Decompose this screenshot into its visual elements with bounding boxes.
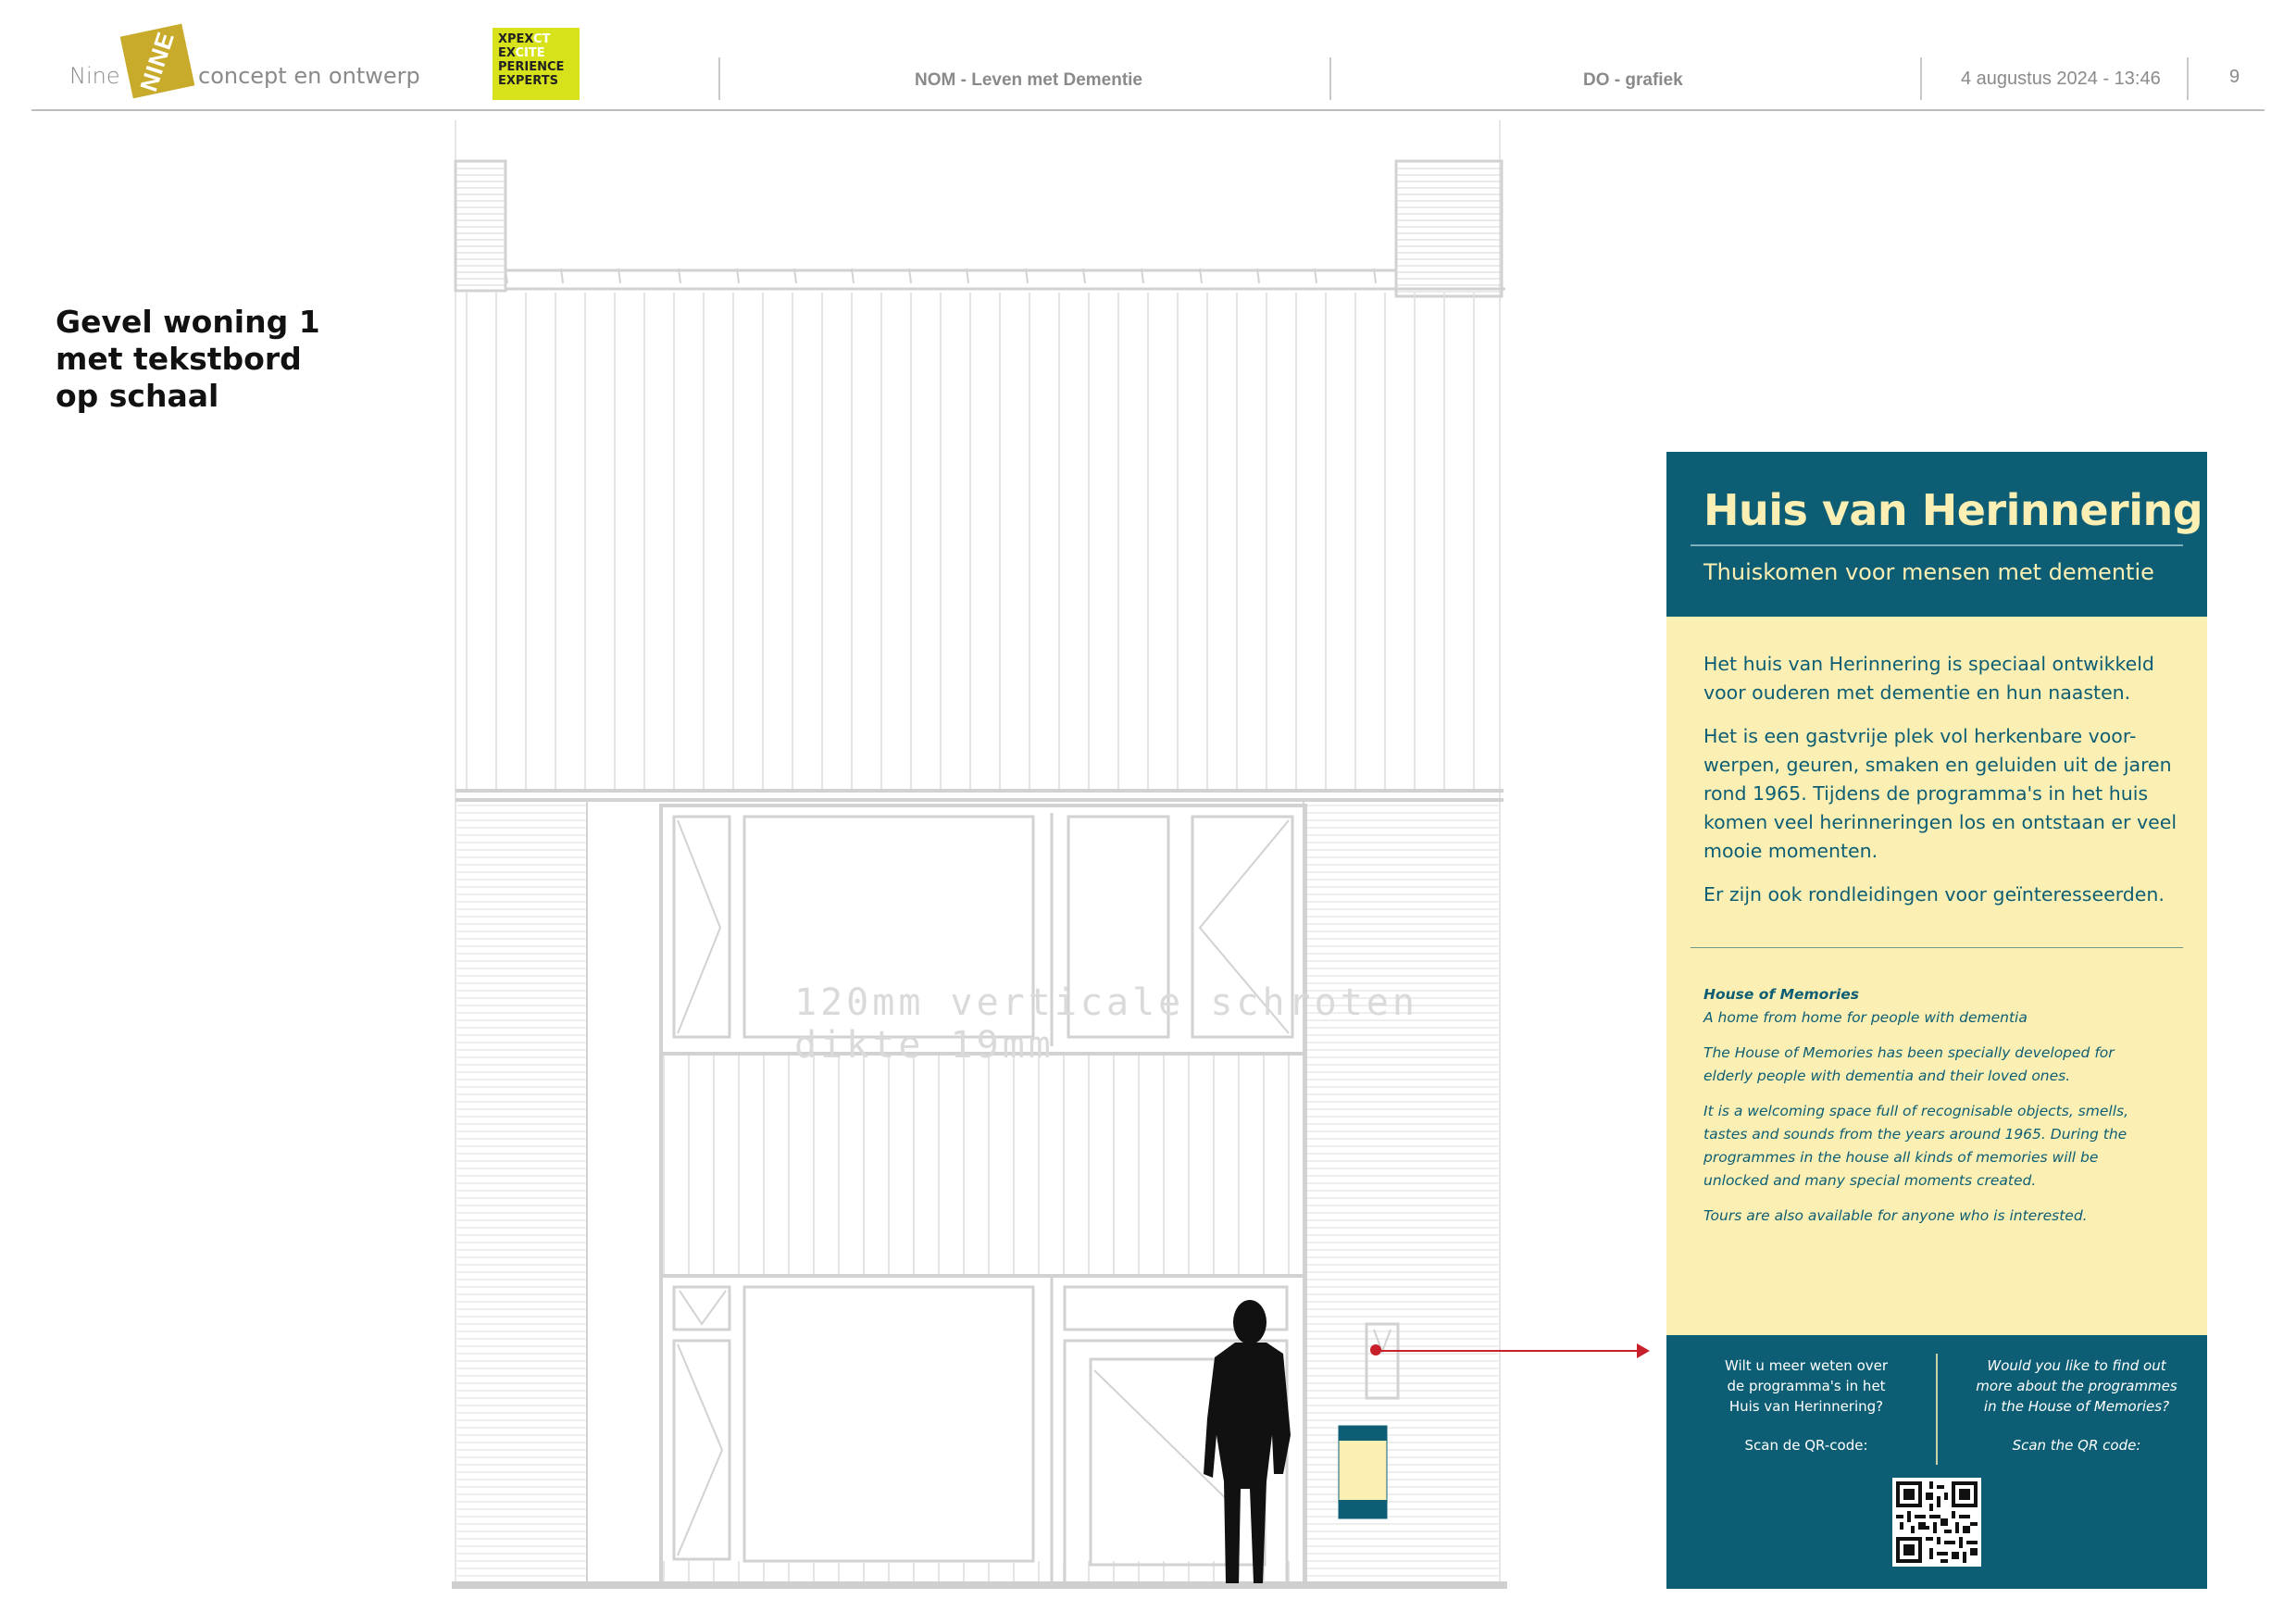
text-board-subtitle: Thuiskomen voor mensen met dementie bbox=[1703, 559, 2154, 585]
page-header bbox=[0, 0, 2296, 113]
logo-nine-text: Nine bbox=[69, 63, 120, 89]
facade-drawing bbox=[452, 120, 1516, 1602]
question-line: de programma's in het bbox=[1727, 1378, 1886, 1394]
dutch-paragraph: Het is een gastvrije plek vol herkenbare voor-werpen, geuren, smaken en geluiden uit de jaren rond 1965. Tijdens de programma's in het huis komen veel herinneringen los en ontstaan er veel mooie momenten. bbox=[1703, 725, 2177, 862]
text-board bbox=[1666, 452, 2207, 1589]
question-line: more about the programmes bbox=[1976, 1378, 2177, 1394]
caption-line: met tekstbord bbox=[56, 341, 302, 377]
facade-sign-thumbnail bbox=[1339, 1426, 1387, 1518]
english-subheading: A home from home for people with dementia bbox=[1703, 1009, 2028, 1026]
divider bbox=[1691, 544, 2183, 546]
xpex-line-3: PERIENCE bbox=[498, 60, 565, 74]
dutch-paragraph: Er zijn ook rondleidingen voor geïnteresseerden. bbox=[1703, 883, 2165, 906]
annotation-line: 120mm verticale schroten bbox=[794, 981, 1418, 1024]
divider bbox=[1691, 947, 2183, 948]
date-label: 4 augustus 2024 - 13:46 bbox=[1961, 69, 2161, 89]
person-silhouette-icon bbox=[1204, 1300, 1291, 1583]
text-board-title: Huis van Herinnering bbox=[1703, 485, 2203, 535]
dutch-question bbox=[1691, 1355, 1922, 1417]
drawing-annotation bbox=[794, 981, 1418, 1067]
header-divider bbox=[718, 57, 720, 100]
english-paragraph: Tours are also available for anyone who is interested. bbox=[1703, 1207, 2088, 1224]
xpex-logo bbox=[493, 28, 580, 100]
annotation-line: dikte 19mm bbox=[794, 1024, 1054, 1067]
page-number: 9 bbox=[2229, 67, 2240, 87]
header-divider bbox=[1329, 57, 1331, 100]
question-line: in the House of Memories? bbox=[1983, 1398, 2170, 1415]
dutch-text-block bbox=[1703, 650, 2185, 924]
nine-logo-mark-text: NINE bbox=[134, 27, 181, 94]
question-line: Would you like to find out bbox=[1987, 1357, 2166, 1374]
english-paragraph: It is a welcoming space full of recognisable objects, smells, tastes and sounds from the years around 1965. During the programmes in the house all kinds of memories will be unlocked and many special moments created. bbox=[1703, 1103, 2128, 1189]
header-rule bbox=[31, 109, 2265, 111]
xpex-line-1a: XPEX bbox=[498, 32, 533, 46]
question-line: Huis van Herinnering? bbox=[1728, 1398, 1884, 1415]
caption-line: op schaal bbox=[56, 378, 219, 414]
caption-line: Gevel woning 1 bbox=[56, 304, 320, 340]
header-divider bbox=[2187, 57, 2189, 100]
page-caption bbox=[56, 304, 320, 415]
header-divider bbox=[1920, 57, 1922, 100]
xpex-line-4: EXPERTS bbox=[498, 74, 558, 88]
divider bbox=[1936, 1354, 1938, 1465]
english-paragraph: The House of Memories has been specially developed for elderly people with dementia and their loved ones. bbox=[1703, 1044, 2115, 1084]
question-line: Wilt u meer weten over bbox=[1724, 1357, 1889, 1374]
xpex-line-2b: CITE bbox=[515, 46, 545, 60]
text-board-header bbox=[1666, 452, 2207, 617]
callout-arrow bbox=[1378, 1350, 1646, 1352]
project-title: NOM - Leven met Dementie bbox=[915, 70, 1142, 90]
logo-tagline: concept en ontwerp bbox=[198, 63, 420, 89]
scan-instruction-nl: Scan de QR-code: bbox=[1744, 1437, 1868, 1454]
text-board-footer bbox=[1666, 1335, 2207, 1589]
dutch-paragraph: Het huis van Herinnering is speciaal ontwikkeld voor ouderen met dementie en hun naasten. bbox=[1703, 653, 2154, 704]
english-text-block bbox=[1703, 983, 2139, 1240]
nine-logo-mark bbox=[120, 24, 195, 99]
xpex-line-1b: CT bbox=[533, 32, 551, 46]
phase-label: DO - grafiek bbox=[1583, 70, 1683, 90]
scan-instruction-en: Scan the QR code: bbox=[2012, 1437, 2141, 1454]
english-question bbox=[1961, 1355, 2192, 1417]
english-heading: House of Memories bbox=[1703, 986, 1860, 1003]
xpex-line-2a: EX bbox=[498, 46, 516, 60]
qr-code-icon[interactable] bbox=[1892, 1478, 1981, 1567]
